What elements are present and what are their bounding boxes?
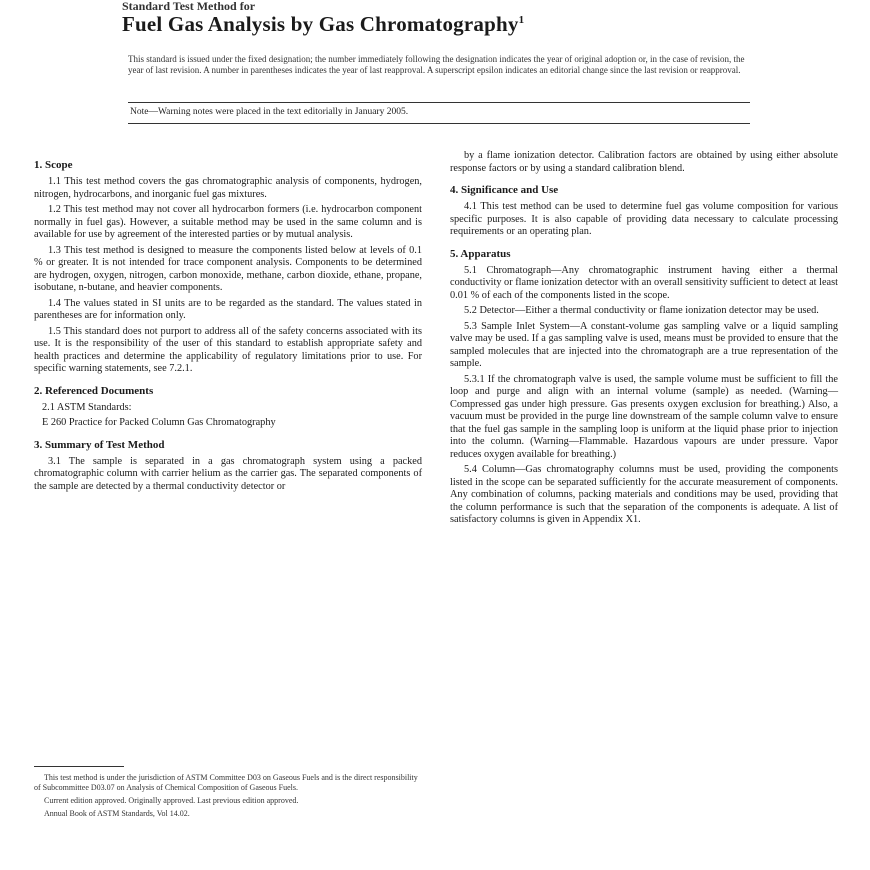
body-paragraph: 5.3 Sample Inlet System—A constant-volume gas sampling valve or a liquid sampling valve may be used. If a gas sampling valve is used, means must be provided to ensure that the sampled molecules that are injected into the chromatograph are a true representation of the sample. xyxy=(450,320,838,369)
body-paragraph: 1.5 This standard does not purport to address all of the safety concerns associated with its use. It is the responsibility of the user of this standard to establish appropriate safety and health practices and determine the applicability of regulatory limitations prior to use. For specific warning statements, see 7.2.1. xyxy=(34,325,422,374)
document-title xyxy=(122,8,524,36)
notice-bottom-rule xyxy=(128,123,750,124)
body-paragraph: 3.1 The sample is separated in a gas chromatograph system using a packed chromatographic column with carrier helium as the carrier gas. The separated components of the sample are detected by a thermal conductivity detector or xyxy=(34,455,422,492)
reference-item: E 260 Practice for Packed Column Gas Chromatography xyxy=(42,417,276,428)
editorial-notice: Note—Warning notes were placed in the text editorially in January 2005. xyxy=(130,107,409,117)
body-paragraph: 4.1 This test method can be used to determine fuel gas volume composition for various specific purposes. It is also capable of providing data necessary to calculate processing requirements or an operating plan. xyxy=(450,201,838,237)
footnote-text: Current edition approved. Originally approved. Last previous edition approved. xyxy=(44,796,299,805)
body-paragraph: 5.3.1 If the chromatograph valve is used, the sample volume must be sufficient to fill the loop and purge and align with an internal volume (sample) as needed. (Warning—Compressed gas under high pressure. Gas presents oxygen exclusion for breathing.) Also, a vacuum must be provided in the purge line downstream of the sample column valve to ensure that the fuel gas sample in the sampling loop is uniform at the liquid phase prior to injection into the column. (Warning—Flammable. Hazardous vapours are under pressure. Vapor reduces oxygen available for breathing.) xyxy=(450,373,838,460)
body-paragraph: 5.2 Detector—Either a thermal conductivity or flame ionization detector may be used. xyxy=(464,305,819,316)
section-heading: 4. Significance and Use xyxy=(450,184,559,196)
footnote-text: Annual Book of ASTM Standards, Vol 14.02. xyxy=(44,809,190,818)
title-footnote-mark: 1 xyxy=(518,14,525,26)
abstract-paragraph: This standard is issued under the fixed designation; the number immediately following the designation indicates the year of original adoption or, in the case of revision, the year of last revision. A number in parentheses indicates the year of last reapproval. A superscript epsilon indicates an editorial change since the last revision or reapproval. xyxy=(128,54,745,75)
section-heading: 1. Scope xyxy=(34,159,73,171)
footnote-rule xyxy=(34,766,124,767)
reference-item: 2.1 ASTM Standards: xyxy=(42,401,132,413)
footnotes xyxy=(34,766,422,822)
title-text: Fuel Gas Analysis by Gas Chromatography xyxy=(122,12,519,36)
body-paragraph: 1.1 This test method covers the gas chromatographic analysis of components, hydrogen, nitrogen, hydrocarbons, and inorganic fuel gas mixtures. xyxy=(34,176,422,200)
designation-line: Standard Test Method for xyxy=(122,0,256,13)
body-paragraph: 5.1 Chromatograph—Any chromatographic instrument having either a thermal conductivity or flame ionization detector with an overall sensitivity sufficient to detect at least 0.01 % of each of the components listed in the scope. xyxy=(450,264,838,301)
left-column xyxy=(34,150,422,496)
body-paragraph: 1.3 This test method is designed to measure the components listed below at levels of 0.1 % or greater. It is not intended for trace component analysis. Components to be determined are hydrogen, oxygen, nitrogen, carbon monoxide, methane, carbon dioxide, ethane, propane, isobutane, n-butane, and heavier components. xyxy=(34,244,422,293)
section-heading: 5. Apparatus xyxy=(450,247,511,260)
body-paragraph: 1.2 This test method may not cover all hydrocarbon formers (i.e. hydrocarbon component normally in fuel gas). However, a suitable method may be used in the same column and is available for use by agreement of the interested parties or by mutual analysis. xyxy=(34,204,422,240)
right-column xyxy=(450,150,838,530)
section-heading: 2. Referenced Documents xyxy=(34,384,154,397)
footnote-text: This test method is under the jurisdiction of ASTM Committee D03 on Gaseous Fuels and is the direct responsibility of Subcommittee D03.07 on Analysis of Chemical Composition of Gaseous Fuels. xyxy=(34,773,418,792)
body-paragraph: 1.4 The values stated in SI units are to be regarded as the standard. The values stated in parentheses are for information only. xyxy=(34,297,422,321)
section-heading: 3. Summary of Test Method xyxy=(34,438,165,451)
body-paragraph: 5.4 Column—Gas chromatography columns must be used, providing the components listed in the scope can be separated sufficiently for the accurate measurement of components. Any combination of columns, packing materials and conditions may be used, providing that the column performance is such that the separation of the components is adequate. A list of satisfactory columns is given in Appendix X1. xyxy=(450,464,838,525)
body-paragraph: by a flame ionization detector. Calibration factors are obtained by using either absolute response factors or by using a standard calibration blend. xyxy=(450,150,838,174)
